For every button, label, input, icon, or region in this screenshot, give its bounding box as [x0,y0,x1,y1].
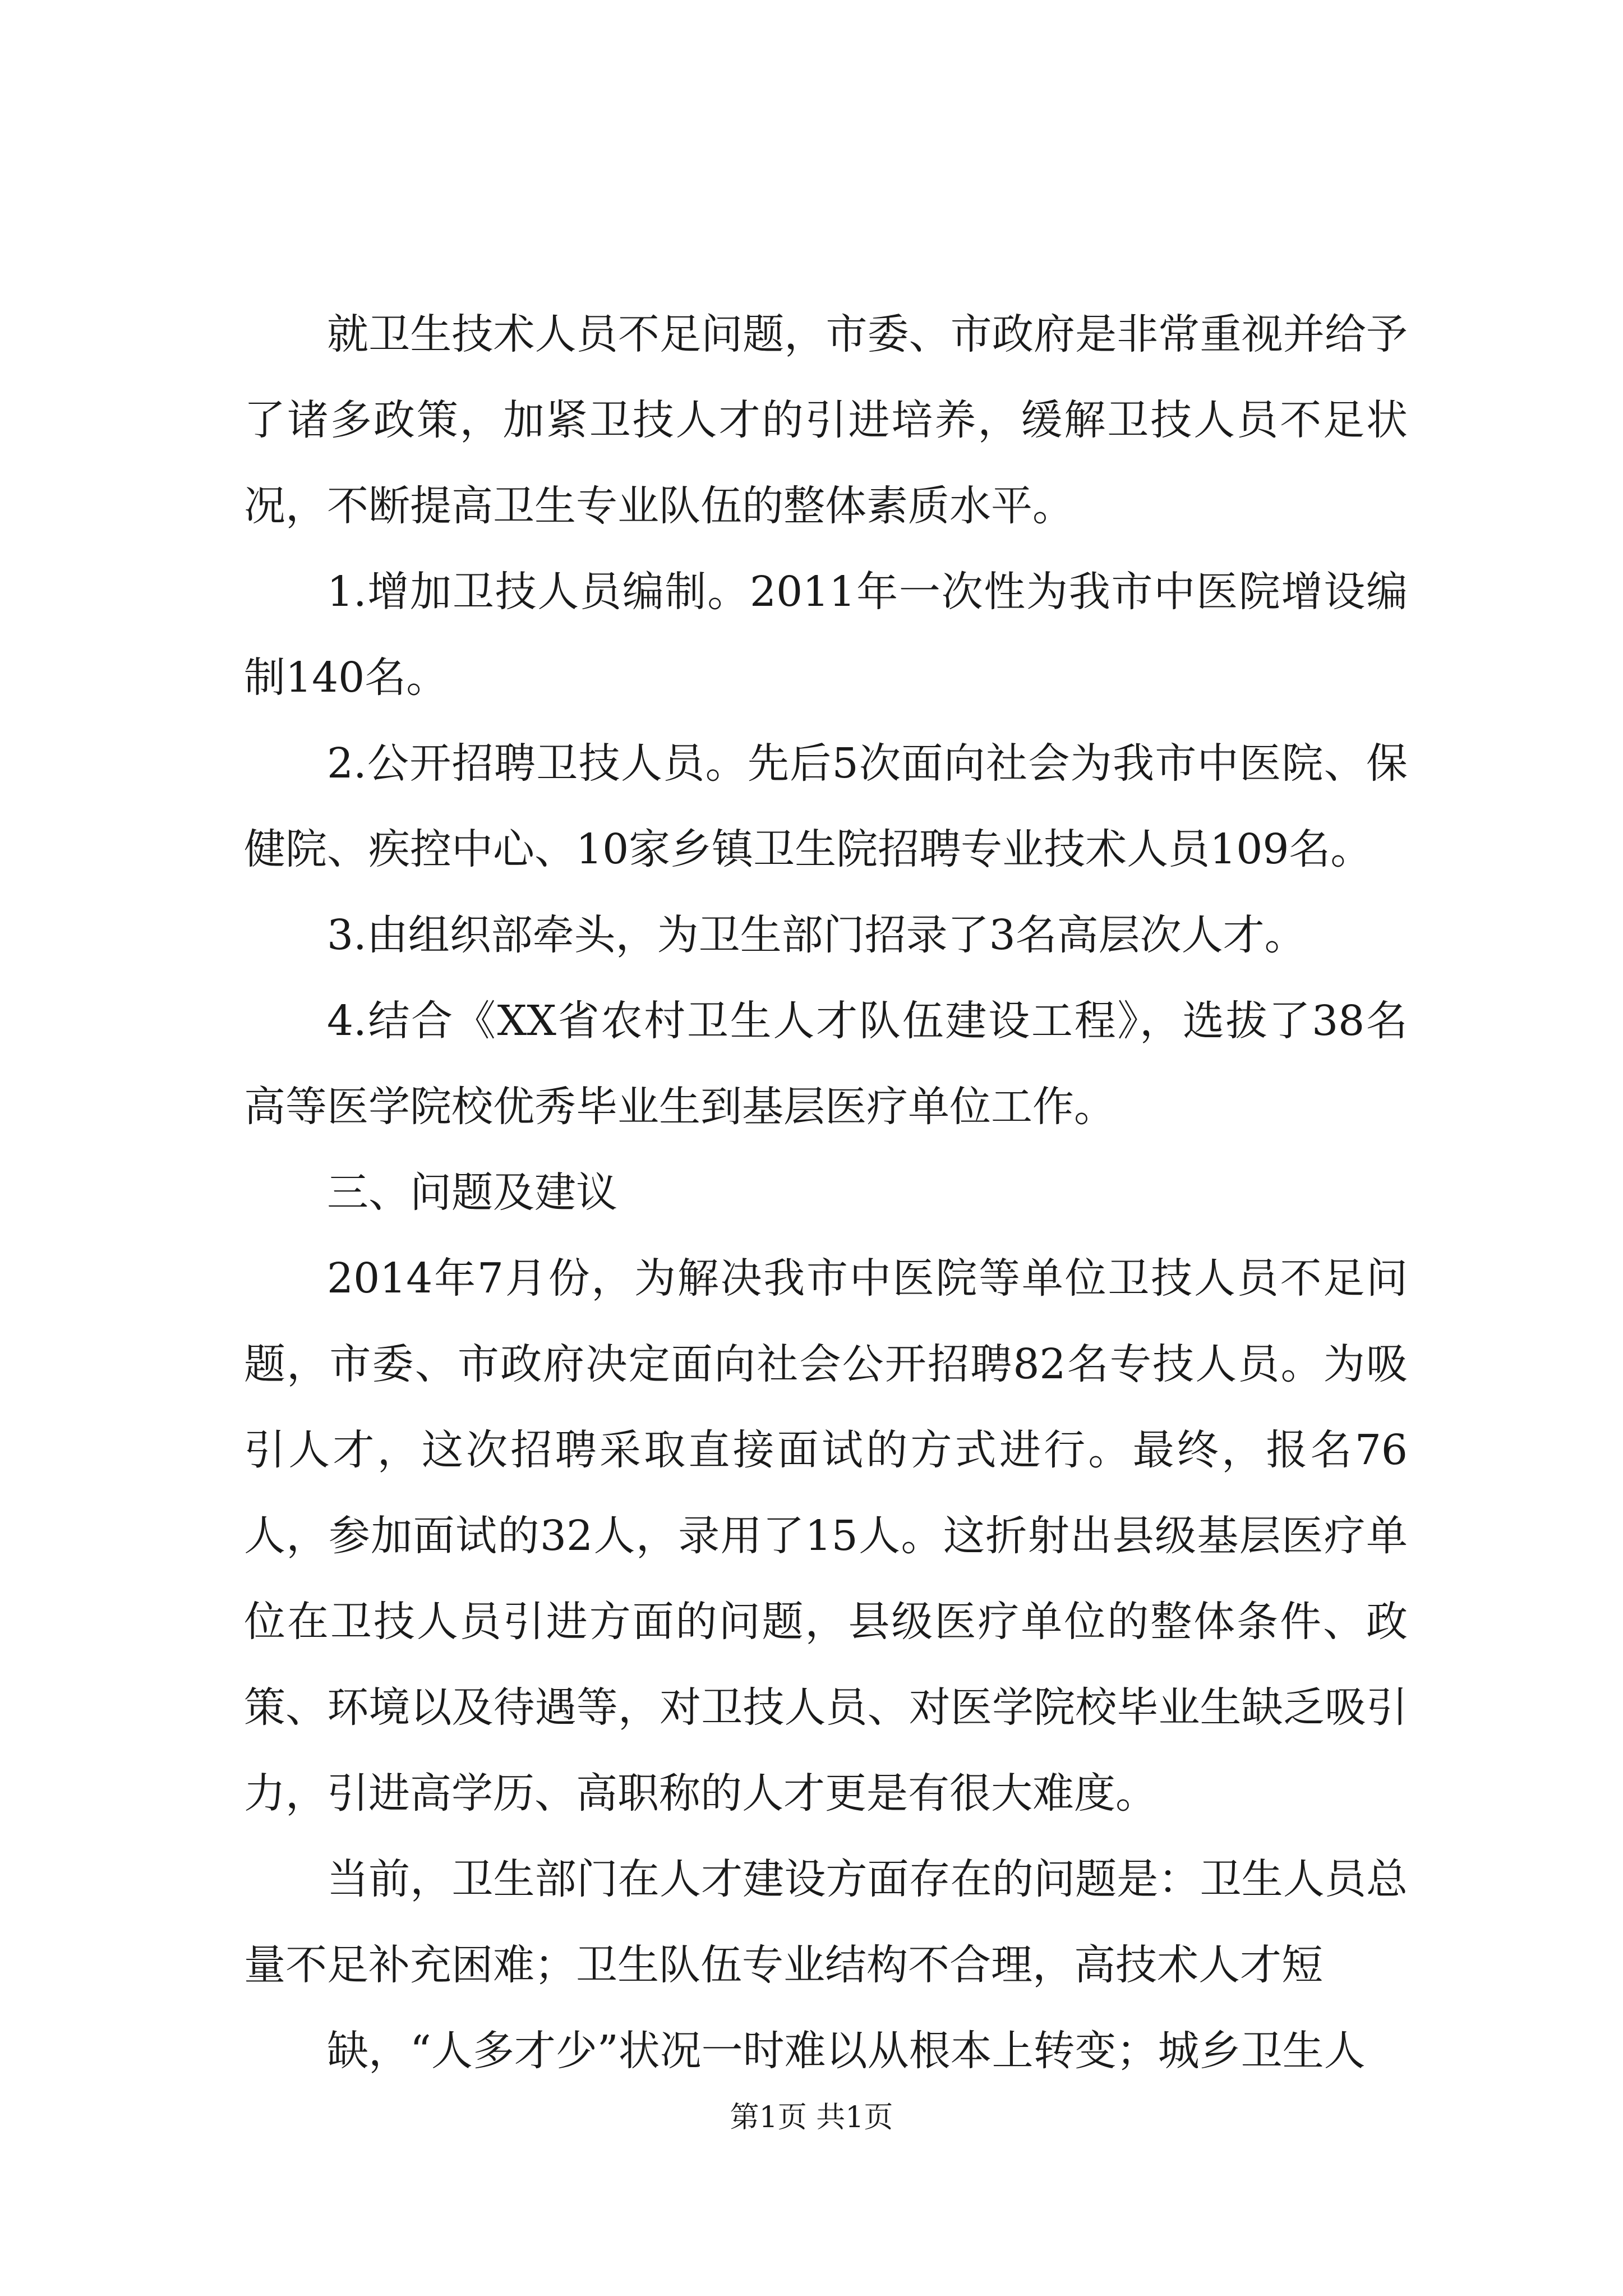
paragraph-item-2: 2.公开招聘卫技人员。先后5次面向社会为我市中医院、保健院、疾控中心、10家乡镇卫生院招聘专业技术人员109名。 [244,739,1408,873]
paragraph-item-1: 1.增加卫技人员编制。2011年一次性为我市中医院增设编制140名。 [244,568,1408,702]
paragraph-intro: 就卫生技术人员不足问题，市委、市政府是非常重视并给予了诸多政策，加紧卫技人才的引进培养，缓解卫技人员不足状况，不断提高卫生专业队伍的整体素质水平。 [244,310,1408,530]
paragraph-item-3: 3.由组织部牵头，为卫生部门招录了3名高层次人才。 [327,911,1306,959]
document-body [244,292,1408,2094]
paragraph-continuation: 缺，“人多才少”状况一时难以从根本上转变；城乡卫生人 [327,2027,1366,2075]
paragraph-problems: 当前，卫生部门在人才建设方面存在的问题是：卫生人员总量不足补充困难；卫生队伍专业结构不合理，高技术人才短 [244,1855,1408,1989]
section-heading: 三、问题及建议 [327,1168,617,1217]
paragraph-recruitment: 2014年7月份，为解决我市中医院等单位卫技人员不足问题，市委、市政府决定面向社会公开招聘82名专技人员。为吸引人才，这次招聘采取直接面试的方式进行。最终，报名76人，参加面试的32人，录用了15人。这折射出县级基层医疗单位在卫技人员引进方面的问题，县级医疗单位的整体条件、政策、环境以及待遇等，对卫技人员、对医学院校毕业生缺乏吸引力，引进高学历、高职称的人才更是有很大难度。 [244,1254,1408,1818]
paragraph-item-4: 4.结合《XX省农村卫生人才队伍建设工程》，选拔了38名高等医学院校优秀毕业生到基层医疗单位工作。 [244,997,1408,1131]
page-footer: 第1页 共1页 [730,2101,893,2134]
